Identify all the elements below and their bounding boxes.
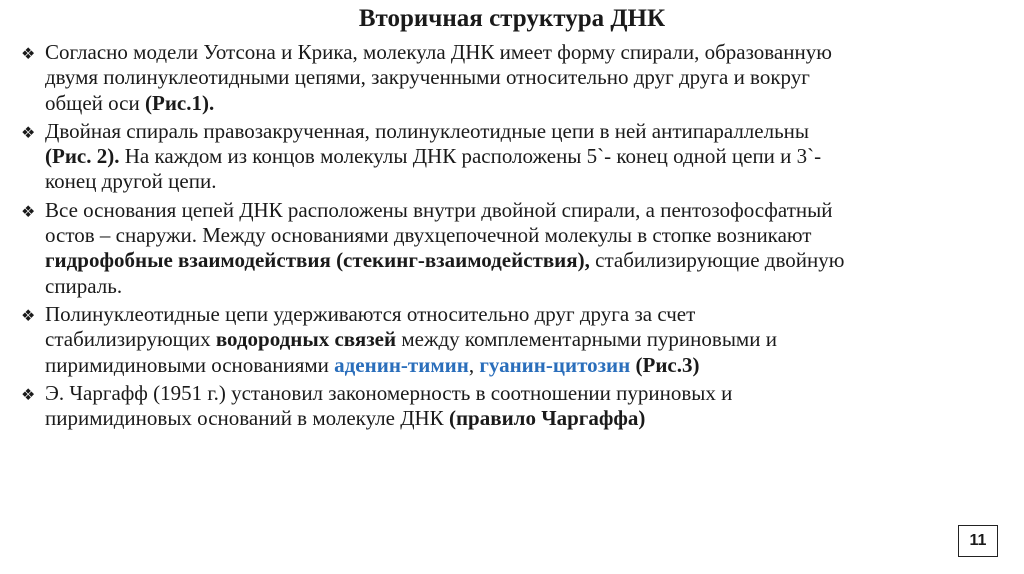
text-segment: стабилизирующие двойную (589, 248, 845, 273)
diamond-bullet-icon: ❖ (21, 122, 36, 142)
bullet-item (20, 381, 1020, 432)
text-segment: Э. Чаргафф (1951 г.) установил закономерность в соотношении пуриновых и (45, 380, 733, 405)
bullet-line (45, 40, 1020, 65)
diamond-bullet-icon: ❖ (21, 305, 36, 325)
bullet-line (45, 274, 1020, 299)
bullet-line (45, 381, 1020, 406)
bold-text: (Рис.1). (145, 90, 215, 115)
bullet-line (45, 144, 1020, 169)
bullet-line (45, 353, 1020, 378)
bold-text: (Рис.3) (635, 352, 700, 377)
text-segment: На каждом из концов молекулы ДНК расположены 5`- конец одной цепи и 3`- (119, 144, 822, 169)
bullet-line (45, 65, 1020, 90)
bold-text: гидрофобные взаимодействия (стекинг-взаимодействия), (45, 248, 590, 273)
bullet-line (45, 119, 1020, 144)
text-segment: остов – снаружи. Между основаниями двухцепочечной молекулы в стопке возникают (45, 223, 812, 248)
bullet-line (45, 406, 1020, 431)
slide-title: Вторичная структура ДНК (358, 5, 666, 32)
bold-text: (правило Чаргаффа) (448, 406, 646, 431)
text-segment: Полинуклеотидные цепи удерживаются относительно друг друга за счет (45, 301, 696, 326)
text-segment: конец другой цепи. (45, 169, 217, 194)
bold-text: (Рис. 2). (45, 144, 120, 169)
diamond-bullet-icon: ❖ (21, 44, 36, 63)
bullet-line (45, 169, 1020, 194)
bullet-item (20, 119, 1020, 195)
diamond-bullet-icon: ❖ (21, 384, 36, 404)
text-segment: спираль. (45, 273, 123, 298)
bold-text: водородных связей (215, 327, 397, 352)
bullet-line (45, 248, 1020, 273)
text-segment: пиримидиновых оснований в молекуле ДНК (45, 406, 449, 431)
bullet-line (45, 198, 1020, 223)
highlight-term: аденин-тимин (334, 352, 469, 377)
page-number: 11 (958, 525, 998, 557)
bullet-line (45, 91, 1020, 116)
text-segment: Двойная спираль правозакрученная, полинуклеотидные цепи в ней антипараллельны (45, 118, 810, 143)
bullet-item (20, 40, 1020, 116)
highlight-term: гуанин-цитозин (479, 352, 631, 377)
bullet-list (20, 40, 1020, 434)
text-segment: двумя полинуклеотидными цепями, закрученными относительно друг друга и вокруг (45, 65, 810, 90)
text-segment: Согласно модели Уотсона и Крика, молекула ДНК имеет форму спирали, образованную (45, 40, 832, 64)
bullet-item (20, 302, 1020, 378)
diamond-bullet-icon: ❖ (21, 201, 36, 221)
text-segment: стабилизирующих (45, 327, 216, 352)
text-segment: между комплементарными пуриновыми и (396, 327, 777, 352)
bullet-line (45, 302, 1020, 327)
bullet-line (45, 327, 1020, 352)
text-segment: Все основания цепей ДНК расположены внутри двойной спирали, а пентозофосфатный (45, 197, 833, 222)
bullet-item (20, 198, 1020, 299)
text-segment: общей оси (45, 90, 145, 115)
bullet-line (45, 223, 1020, 248)
text-segment: , (468, 352, 480, 377)
text-segment: пиримидиновыми основаниями (45, 352, 335, 377)
